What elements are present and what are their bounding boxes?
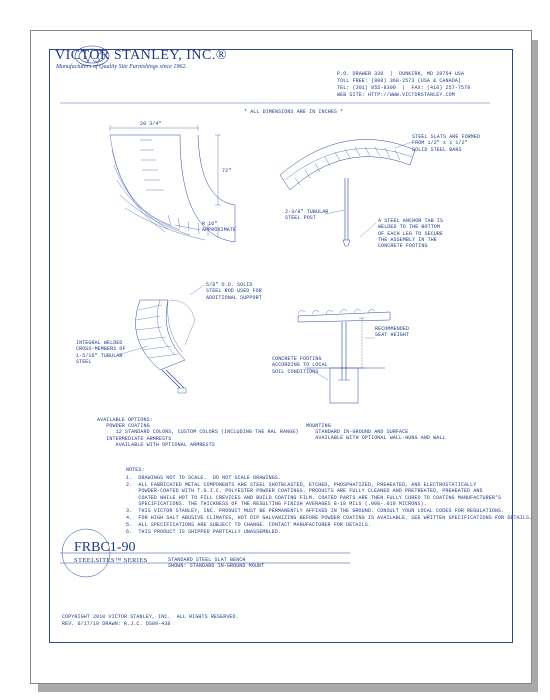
note-item: 6. THIS PRODUCT IS SHIPPED PARTIALLY UNASSEMBLED. xyxy=(126,529,282,535)
note-item: 1. DRAWINGS NOT TO SCALE. DO NOT SCALE DRAWINGS. xyxy=(126,475,282,481)
options-heading: AVAILABLE OPTIONS: xyxy=(97,417,153,423)
plan-width-label: 20 3/4" xyxy=(140,121,162,127)
product-description: STANDARD STEEL SLAT BENCH SHOWN: STANDARD IN-GROUND MOUNT xyxy=(168,557,265,570)
note-item: 2. ALL FABRICATED METAL COMPONENTS ARE STEEL SHOTBLASTED, ETCHED, PHOSPHATIZED, PREHEATED, AND ELECTROSTATICALLY POWDER-COATED WITH T.G.I.C. POLYESTER POWDER COATINGS. PRODUCTS ARE FULLY CLEANED AND PRETREATED, PREHEATED AND COATED WHILE HOT TO FILL CREVICES AND BUILD COATING FILM. COATED PARTS ARE THEN FULLY CURED TO COATING MANUFACTURER'S SPECIFICATIONS. THE THICKNESS OF THE RESULTING FINISH AVERAGES 8-10 MILS (.008-.010 MICRONS). xyxy=(126,482,502,507)
post-label: 2-3/8" TUBULAR STEEL POST xyxy=(285,209,329,222)
series-name: STEELSITES™ SERIES xyxy=(74,557,148,564)
seat-height-label: RECOMMENDED SEAT HEIGHT xyxy=(375,326,410,339)
contact-website: WEB SITE: HTTP://WWW.VICTORSTANLEY.COM xyxy=(337,92,455,98)
company-tagline: Manufacturers of Quality Site Furnishings since 1962. xyxy=(56,64,187,70)
support-rod-label: 5/8" O.D. SOLID STEEL ROD USED FOR ADDITIONAL SUPPORT xyxy=(206,282,262,301)
revision-text: REV. 6/17/10 DRAWN: R.J.C. DS09-438 xyxy=(62,621,171,627)
cross-member-label: INTEGRAL WELDED CROSS-MEMBERS OF 1-5/16" TUBULAR STEEL xyxy=(76,340,126,365)
contact-tollfree: TOLL FREE: (800) 368-2573 (USA & CANADA) xyxy=(337,78,462,84)
dimension-note: * ALL DIMENSIONS ARE IN INCHES * xyxy=(244,109,344,115)
contact-phone: TEL: (301) 855-8300 | FAX: (410) 257-7579 xyxy=(337,85,471,91)
copyright-text: COPYRIGHT 2010 VICTOR STANLEY, INC. ALL RIGHTS RESERVED. xyxy=(62,614,239,620)
slats-label: STEEL SLATS ARE FORMED FROM 1/2" x 1 1/2" SOLID STEEL BARS xyxy=(412,134,481,153)
footing-label: CONCRETE FOOTING ACCORDING TO LOCAL SOIL CONDITIONS xyxy=(272,356,328,375)
note-item: 5. ALL SPECIFICATIONS ARE SUBJECT TO CHANGE. CONTACT MANUFACTURER FOR DETAILS. xyxy=(126,522,371,528)
plan-depth-label: 72" xyxy=(222,168,232,174)
notes-heading: NOTES: xyxy=(126,467,145,473)
company-name: VICTOR STANLEY, INC.® xyxy=(55,48,227,63)
options-body: POWDER COATING 12 STANDARD COLORS, CUSTOM COLORS (INCLUDING THE RAL RANGE) INTERMEDIATE ARMRESTS AVAILABLE WITH OPTIONAL ARMRESTS xyxy=(106,423,299,448)
mounting-body: STANDARD IN-GROUND AND SURFACE AVAILABLE WITH OPTIONAL WALL-HUNG AND WALL xyxy=(315,429,446,442)
radius-label: R 16" APPROXIMATE xyxy=(202,221,237,234)
contact-address: P.O. DRAWER 330 | DUNKIRK, MD 20754 USA xyxy=(337,71,465,77)
model-number: FRBC1-90 xyxy=(74,540,136,555)
note-item: 3. THIS VICTOR STANLEY, INC. PRODUCT MUST BE PERMANENTLY AFFIXED IN THE GROUND. CONSULT YOUR LOCAL CODES FOR REGULATIONS. xyxy=(126,508,505,514)
perspective-view-drawing xyxy=(118,285,204,393)
mounting-heading: MOUNTING xyxy=(306,423,331,429)
anchor-label: A STEEL ANCHOR TAB IS WELDED TO THE BOTTOM OF EACH LEG TO SECURE THE ASSEMBLY IN THE CONCRETE FOOTING xyxy=(378,218,444,250)
note-item: 4. FOR HIGH SALT ABUSIVE CLIMATES, HOT DIP GALVANIZING BEFORE POWDER COATING IS AVAILABLE. SEE WRITTEN SPECIFICATIONS FOR DETAILS. xyxy=(126,515,533,521)
